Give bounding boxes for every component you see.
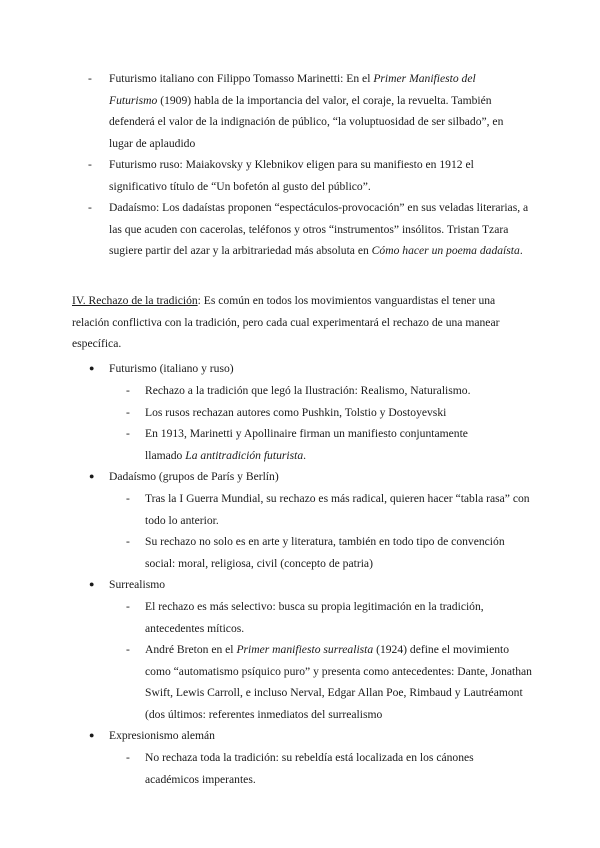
movement-item: Rechazo a la tradición que legó la Ilustración: Realismo, Naturalismo. <box>145 384 471 397</box>
movement-title-expresionismo: Expresionismo alemán <box>109 729 215 742</box>
dash-marker: - <box>88 201 92 214</box>
movement-title-futurismo: Futurismo (italiano y ruso) <box>109 362 234 375</box>
movement-item: Tras la I Guerra Mundial, su rechazo es más radical, quieren hacer “tabla rasa” con todo lo anterior. <box>145 492 530 527</box>
top-list-item-dadaismo: Dadaísmo: Los dadaístas proponen “espectáculos-provocación” en sus veladas literarias, a las que acuden con cacerolas, teléfonos y otros “instrumentos” insólitos. Tristan Tzara sugiere partir del azar y la arbitrariedad más absoluta en Cómo hacer un poema dadaísta. <box>109 201 529 258</box>
dash-marker: - <box>126 535 130 548</box>
movement-title-dadaismo: Dadaísmo (grupos de París y Berlín) <box>109 470 279 483</box>
dash-marker: - <box>126 751 130 764</box>
movement-item: En 1913, Marinetti y Apollinaire firman un manifiesto conjuntamente llamado La antitradición futurista. <box>145 427 468 462</box>
dash-marker: - <box>126 384 130 397</box>
section-paragraph: IV. Rechazo de la tradición: Es común en todos los movimientos vanguardistas el tener una relación conflictiva con la tradición, pero cada cual experimentará el rechazo de una manear específica. <box>72 294 500 351</box>
movement-item: El rechazo es más selectivo: busca su propia legitimación en la tradición, antecedentes míticos. <box>145 600 484 635</box>
top-list-item-futurismo-ruso: Futurismo ruso: Maiakovsky y Klebnikov eligen para su manifiesto en 1912 el significativo título de “Un bofetón al gusto del público”. <box>109 158 474 193</box>
bullet-marker: ● <box>89 579 95 589</box>
dash-marker: - <box>88 72 92 85</box>
dash-marker: - <box>88 158 92 171</box>
bullet-marker: ● <box>89 363 95 373</box>
dash-marker: - <box>126 427 130 440</box>
movement-item: No rechaza toda la tradición: su rebeldía está localizada en los cánones académicos imperantes. <box>145 751 474 786</box>
bullet-marker: ● <box>89 730 95 740</box>
dash-marker: - <box>126 643 130 656</box>
dash-marker: - <box>126 492 130 505</box>
dash-marker: - <box>126 600 130 613</box>
top-list-item-futurismo-italiano: Futurismo italiano con Filippo Tomasso Marinetti: En el Primer Manifiesto del Futurismo (1909) habla de la importancia del valor, el coraje, la revuelta. También defenderá el valor de la indignación de público, “la voluptuosidad de ser silbado”, en lugar de aplaudido <box>109 72 504 150</box>
movement-item: Los rusos rechazan autores como Pushkin, Tolstio y Dostoyevski <box>145 406 447 419</box>
movement-title-surrealismo: Surrealismo <box>109 578 166 591</box>
section-heading: IV. Rechazo de la tradición <box>72 294 198 307</box>
dash-marker: - <box>126 406 130 419</box>
bullet-marker: ● <box>89 471 95 481</box>
movement-item: André Breton en el Primer manifiesto surrealista (1924) define el movimiento como “automatismo psíquico puro” y presenta como antecedentes: Dante, Jonathan Swift, Lewis Carroll, e incluso Nerval, Edgar Allan Poe, Rimbaud y Lautréamont (dos últimos: referentes inmediatos del surrealismo <box>145 643 532 721</box>
movement-item: Su rechazo no solo es en arte y literatura, también en todo tipo de convención social: moral, religiosa, civil (concepto de patria) <box>145 535 505 570</box>
